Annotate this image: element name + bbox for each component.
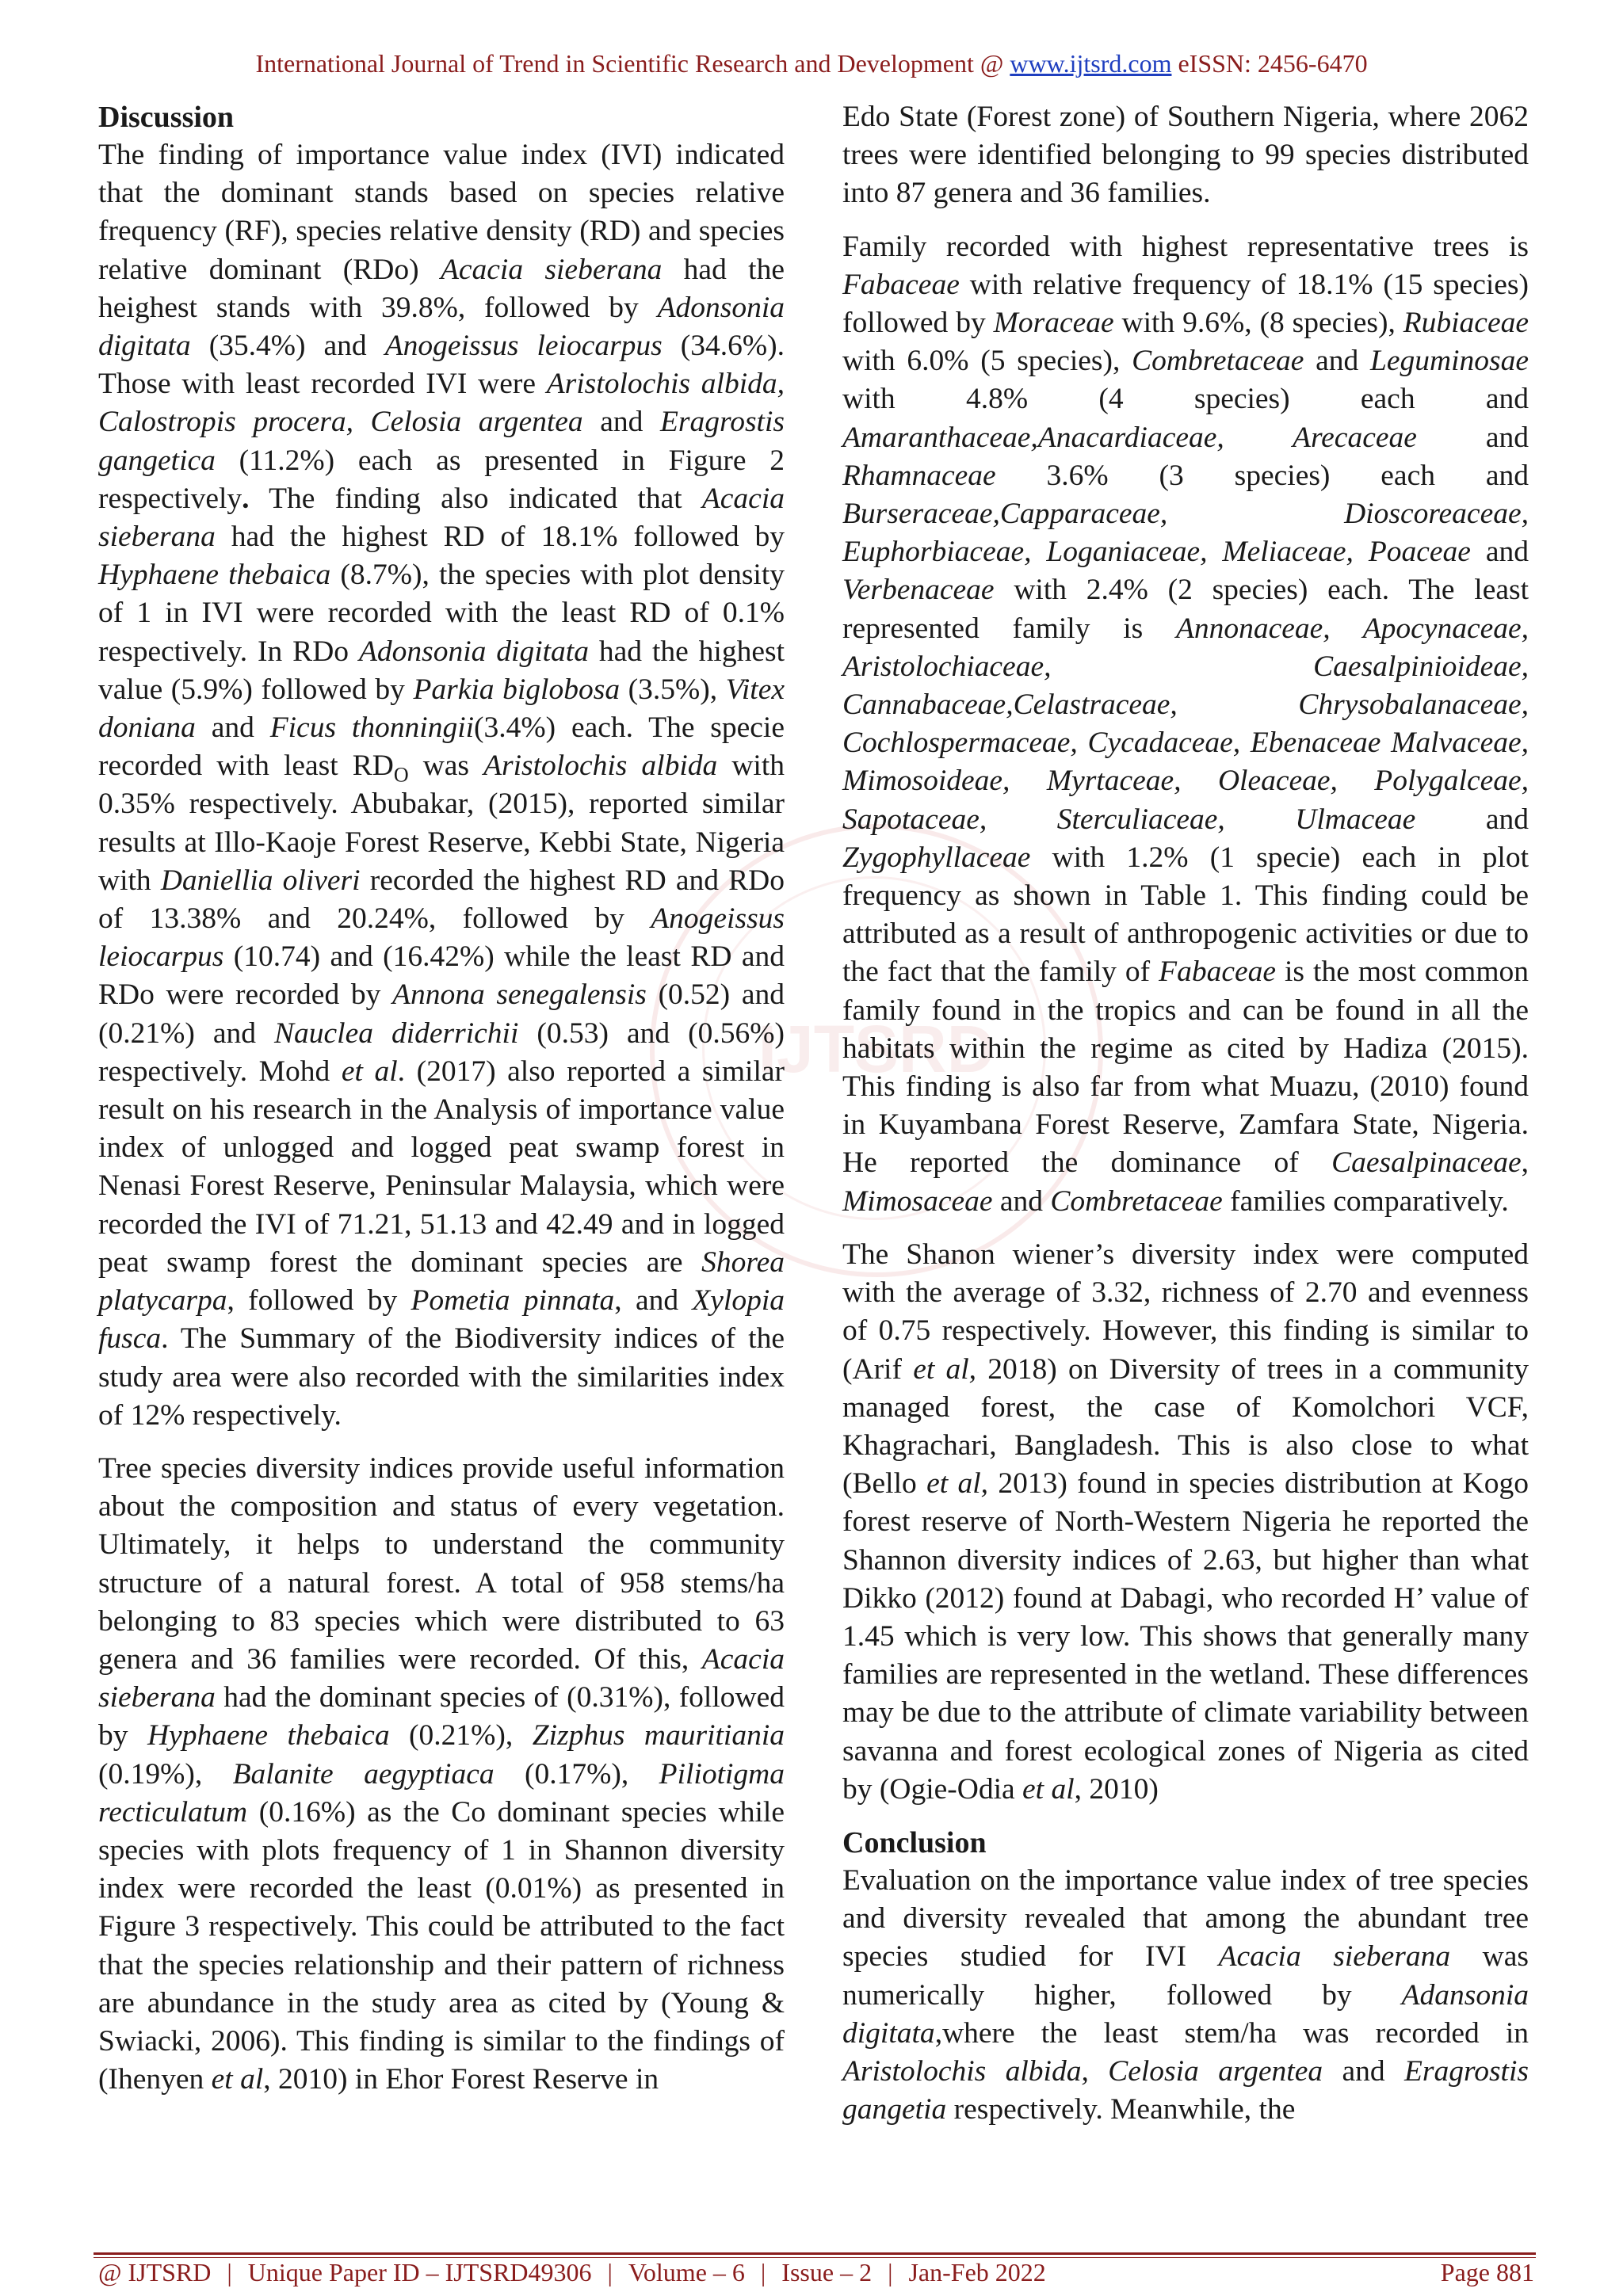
text-run: (0.52) and (0.21%) and — [98, 978, 785, 1050]
text-run: (0.17%), — [494, 1757, 659, 1791]
text-run: 3.6% (3 species) each and — [995, 459, 1529, 492]
text-run: and — [195, 711, 270, 745]
text-run: . The Summary of the Biodiversity indices of the study area were also recorded with the similarities index of 12% respectively. — [98, 1322, 785, 1432]
italic-term: Parkia biglobosa — [413, 673, 621, 706]
italic-term: Annonaceae, Apocynaceae, Aristolochiaceae, Caesalpinioideae, Cannabaceae,Celastraceae, Chrysobalanaceae, Cochlospermaceae, Cycadaceae, Ebenaceae Malvaceae, Mimosoideae, Myrtaceae, Oleaceae, Polygalceae, Sapotaceae, Sterculiaceae, Ulmaceae — [842, 612, 1529, 836]
italic-term: Adonsonia digitata — [98, 291, 785, 363]
text-run: The finding also indicated that — [249, 482, 702, 515]
text-run: 2013) found in species distribution at Kogo forest reserve of North-Western Nigeria he reported the Shannon diversity indices of 2.63, but higher than what Dikko (2012) found at Dabagi, who recorded H’ value of 1.45 which is very low. This shows that generally many families are represented in the wetland. These differences may be due to the attribute of climate variability between savanna and forest ecological zones of Nigeria as cited by (Ogie-Odia — [842, 1467, 1529, 1806]
footer-rule — [94, 2252, 1536, 2255]
italic-term: Zygophyllaceae — [842, 841, 1031, 874]
italic-term: Combretaceae — [1132, 345, 1304, 378]
italic-term: Burseraceae,Capparaceae, Dioscoreaceae, Euphorbiaceae, Loganiaceae, Meliaceae, Poaceae — [842, 498, 1529, 569]
text-run: with 0.35% respectively. Abubakar, (2015), reported similar results at Illo-Kaoje Forest Reserve, Kebbi State, Nigeria with — [98, 749, 785, 897]
italic-term: Hyphaene thebaica — [147, 1719, 390, 1753]
italic-term: Hyphaene thebaica — [98, 559, 331, 592]
text-run: (35.4%) and — [190, 330, 385, 363]
italic-term: Mimosaceae — [842, 1184, 993, 1218]
italic-term: Vitex doniana — [98, 673, 785, 745]
text-run: (34.6%). Those with least recorded IVI were — [98, 330, 785, 401]
page-number: Page 881 — [1440, 2258, 1534, 2286]
issn: eISSN: 2456-6470 — [1178, 49, 1368, 78]
text-run: had the dominant species of (0.31%), followed by — [98, 1681, 785, 1753]
italic-term: Ficus thonningii — [269, 711, 475, 745]
conclusion-heading: Conclusion — [842, 1825, 987, 1859]
italic-term: Acacia sieberana — [98, 1642, 785, 1714]
italic-term: et al — [341, 1055, 398, 1088]
footer-item: Unique Paper ID – IJTSRD49306 — [247, 2258, 592, 2286]
italic-term: Zizphus mauritiania — [532, 1719, 785, 1753]
text-run: (0.53) and (0.56%) respectively. Mohd — [98, 1016, 785, 1088]
footer-item: Volume – 6 — [628, 2258, 745, 2286]
right-column — [842, 98, 1529, 2129]
italic-term: Combretaceae — [1050, 1184, 1223, 1218]
footer-separator: | — [888, 2258, 893, 2286]
text-run: with 2.4% (2 species) each. The least represented family is — [842, 574, 1529, 645]
text-run: . — [242, 482, 250, 515]
conclusion-paragraph-1 — [842, 1862, 1529, 2129]
italic-term: Aristolochis albida — [483, 749, 718, 783]
italic-term: Eragrostis gangetia — [842, 2054, 1529, 2126]
italic-term: Eragrostis gangetica — [98, 406, 785, 477]
italic-term: et al, — [913, 1352, 977, 1386]
footer-separator: | — [760, 2258, 766, 2286]
discussion-paragraph-2 — [98, 1450, 785, 2099]
italic-term: Aristolochis albida, Celosia argentea — [842, 2054, 1323, 2088]
text-run: Evaluation on the importance value index of tree species and diversity revealed that among the abundant tree species studied for IVI — [842, 1863, 1529, 1974]
text-run: (10.74) and (16.42%) while the least RD and RDo were recorded by — [98, 940, 785, 1012]
italic-term: Moraceae — [993, 307, 1114, 340]
footer-item: @ IJTSRD — [98, 2258, 212, 2286]
footer-item: Issue – 2 — [781, 2258, 873, 2286]
italic-term: et al, — [926, 1467, 988, 1501]
italic-term: Nauclea diderrichii — [274, 1016, 519, 1050]
text-run: respectively. Meanwhile, the — [946, 2093, 1296, 2126]
footer-separator: | — [607, 2258, 613, 2286]
italic-term: Acacia sieberana — [98, 482, 785, 554]
text-run: and — [1415, 803, 1529, 836]
text-run: with relative frequency of 18.1% (15 species) followed by — [842, 268, 1529, 340]
left-column — [98, 98, 785, 2099]
text-run: , followed by — [227, 1284, 411, 1318]
text-run: and — [992, 1184, 1051, 1218]
italic-term: Acacia sieberana — [1218, 1940, 1451, 1974]
text-run: , 2010) — [1074, 1772, 1159, 1806]
text-run: The Shanon wiener’s diversity index were computed with the average of 3.32, richness of 2.70 and evenness of 0.75 respectively. However, this finding is similar to (Arif — [842, 1238, 1529, 1386]
text-run: was — [408, 749, 484, 783]
text-run: and — [1416, 421, 1529, 454]
discussion-paragraph-1 — [98, 136, 785, 1435]
text-run: ,where the least stem/ha was recorded in — [934, 2016, 1529, 2050]
text-run: (11.2%) each as presented in Figure 2 respectively — [98, 444, 785, 515]
italic-term: Adonsonia digitata — [358, 635, 589, 668]
watermark-text: IJTSRD — [758, 1012, 995, 1086]
footer-item: Jan-Feb 2022 — [908, 2258, 1046, 2286]
italic-term: Amaranthaceae,Anacardiaceae, Arecaceae — [842, 421, 1417, 454]
discussion-paragraph-3 — [842, 98, 1529, 213]
italic-term: Balanite aegyptiaca — [232, 1757, 495, 1791]
text-run: with 9.6%, (8 species), — [1113, 307, 1403, 340]
text-run: families comparatively. — [1222, 1184, 1509, 1218]
journal-url-link[interactable]: www.ijtsrd.com — [1010, 49, 1172, 78]
italic-term: et al — [1022, 1772, 1075, 1806]
italic-term: Piliotigma recticulatum — [98, 1757, 785, 1829]
text-run: (0.16%) as the Co dominant species while species with plots frequency of 1 in Shannon diversity index were recorded the least (0.01%) as presented in Figure 3 respectively. This could be attributed to the fact that the species relationship and their pattern of richness are abundance in the study area as cited by (Young & Swiacki, 2006). This finding is similar to the findings of (Ihenyen — [98, 1795, 785, 2096]
text-run: , and — [614, 1284, 693, 1318]
text-run: 2018) on Diversity of trees in a community managed forest, the case of Komolchori VCF, Khagrachari, Bangladesh. This is also close to what (Bello — [842, 1352, 1529, 1501]
italic-term: Rhamnaceae — [842, 459, 996, 492]
text-run: Edo State (Forest zone) of Southern Nigeria, where 2062 trees were identified belonging to 99 species distributed into 87 genera and 36 families. — [842, 101, 1529, 210]
text-run: (3.4%) each. The specie recorded with least RD — [98, 711, 785, 783]
text-run: had the highest value (5.9%) followed by — [98, 635, 785, 706]
text-run: recorded the highest RD and RDo of 13.38% and 20.24%, followed by — [98, 864, 785, 936]
text-run: The finding of importance value index (IVI) indicated that the dominant stands based on species relative frequency (RF), species relative density (RD) and species relative dominant (RDo) — [98, 139, 785, 286]
footer-separator: | — [227, 2258, 232, 2286]
italic-term: Xylopia fusca — [98, 1284, 785, 1356]
italic-term: Shorea platycarpa — [98, 1245, 785, 1318]
text-run: with 6.0% (5 species), — [842, 345, 1132, 378]
text-run: and — [1470, 536, 1529, 569]
italic-term: Rubiaceae — [1403, 307, 1529, 340]
text-run: , 2010) in Ehor Forest Reserve in — [263, 2063, 659, 2096]
text-run: (8.7%), the species with plot density of 1 in IVI were recorded with the least RD of 0.1% respectively. In RDo — [98, 559, 785, 668]
text-run: had the heighest stands with 39.8%, followed by — [98, 253, 785, 324]
text-run: had the highest RD of 18.1% followed by — [215, 521, 785, 554]
text-run: Tree species diversity indices provide useful information about the composition and status of every vegetation. Ultimately, it helps to understand the community structure of a natural forest. A total of 958 stems/ha belonging to 83 species which were distributed to 63 genera and 36 families were recorded. Of this, — [98, 1451, 785, 1676]
text-run: with 1.2% (1 specie) each in plot frequency as shown in Table 1. This finding could be attributed as a result of anthropogenic activities or due to the fact that the family of — [842, 841, 1529, 989]
running-footer — [98, 2258, 1534, 2287]
text-run: (0.21%), — [389, 1719, 533, 1753]
subscript: O — [393, 763, 409, 787]
discussion-paragraph-5 — [842, 1236, 1529, 1809]
italic-term: Daniellia oliveri — [160, 864, 361, 897]
text-run: and — [1304, 345, 1370, 378]
italic-term: Aristolochis albida, Calostropis procera, Celosia argentea — [98, 368, 785, 439]
text-run: and — [582, 406, 660, 439]
discussion-heading: Discussion — [98, 101, 235, 134]
text-run: is the most common family found in the tropics and can be found in all the habitats within the regime as cited by Hadiza (2015). This finding is also far from what Muazu, (2010) found in Kuyambana Forest Reserve, Zamfara State, Nigeria. He reported the dominance of — [842, 955, 1529, 1180]
italic-term: Acacia sieberana — [440, 253, 663, 286]
text-run: (0.19%), — [98, 1757, 233, 1791]
italic-term: Leguminosae — [1370, 345, 1529, 378]
text-run: and — [1323, 2054, 1405, 2088]
text-run: (3.5%), — [620, 673, 726, 706]
italic-term: Pometia pinnata — [411, 1284, 615, 1318]
italic-term: Fabaceae — [1159, 955, 1277, 989]
italic-term: Verbenaceae — [842, 574, 995, 607]
italic-term: et al — [211, 2063, 264, 2096]
italic-term: Caesalpinaceae — [1331, 1146, 1522, 1180]
italic-term: Anogeissus leiocarpus — [98, 902, 785, 974]
text-run: was numerically higher, followed by — [842, 1940, 1529, 2012]
running-header — [0, 49, 1623, 78]
text-run: Family recorded with highest representative trees is — [842, 230, 1529, 263]
text-run: . (2017) also reported a similar result on his research in the Analysis of importance value index of unlogged and logged peat swamp forest in Nenasi Forest Reserve, Peninsular Malaysia, which were recorded the IVI of 71.21, 51.13 and 42.49 and in logged peat swamp forest the dominant species are — [98, 1055, 785, 1279]
journal-name: International Journal of Trend in Scientific Research and Development @ — [255, 49, 1004, 78]
text-run: with 4.8% (4 species) each and — [842, 383, 1529, 416]
discussion-paragraph-4 — [842, 228, 1529, 1221]
italic-term: Adansonia digitata — [842, 1978, 1529, 2050]
footer-info — [98, 2258, 1046, 2287]
italic-term: Annona senegalensis — [392, 978, 647, 1012]
italic-term: Fabaceae — [842, 268, 960, 301]
text-run: , — [1521, 1146, 1529, 1180]
italic-term: Anogeissus leiocarpus — [384, 330, 663, 363]
